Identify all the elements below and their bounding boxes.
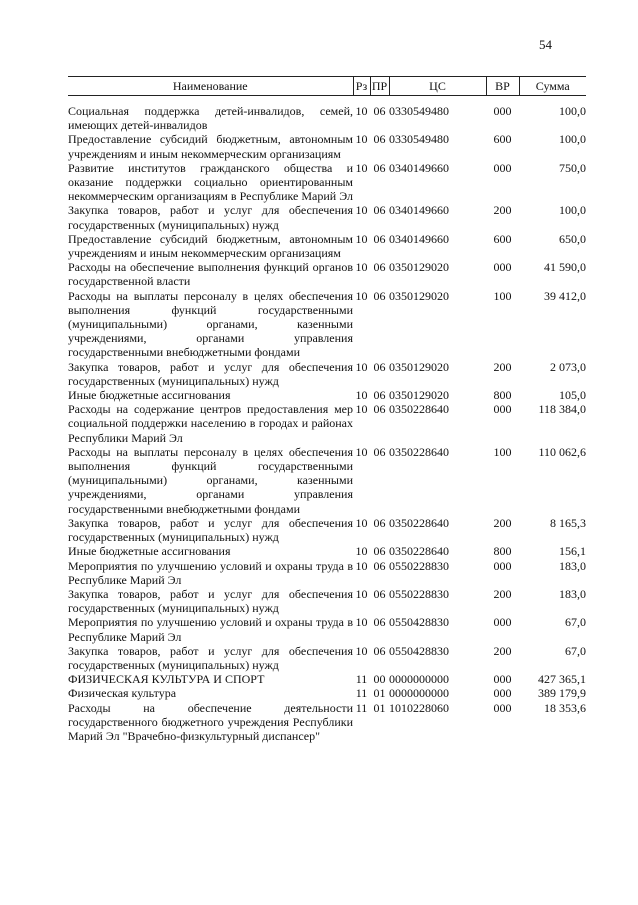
row-vr: 000 [493, 402, 512, 417]
row-sum: 650,0 [559, 231, 586, 246]
row-cs: 0550428830 [389, 643, 449, 658]
row-pr: 06 [373, 288, 386, 303]
table-row [68, 559, 586, 587]
table-row [68, 587, 586, 615]
row-cs: 0340149660 [389, 203, 449, 218]
row-sum: 750,0 [559, 160, 586, 175]
row-rz: 10 [355, 586, 368, 601]
row-rz: 11 [355, 700, 368, 715]
row-vr: 000 [493, 686, 512, 701]
row-cs: 0330549480 [389, 132, 449, 147]
row-rz: 10 [355, 544, 368, 559]
row-rz: 10 [355, 160, 368, 175]
row-pr: 06 [373, 388, 386, 403]
table-row [68, 701, 586, 744]
row-sum: 39 412,0 [544, 288, 586, 303]
table-row [68, 544, 586, 558]
row-vr: 000 [493, 104, 512, 118]
row-pr: 06 [373, 558, 386, 573]
row-cs: 0000000000 [389, 672, 449, 687]
row-vr: 000 [493, 700, 512, 715]
row-sum: 118 384,0 [538, 402, 586, 417]
table-row [68, 289, 586, 360]
row-pr: 06 [373, 615, 386, 630]
row-rz: 10 [355, 231, 368, 246]
row-name: Закупка товаров, работ и услуг для обеспечения государственных (муниципальных) нужд [68, 359, 353, 388]
row-name: Иные бюджетные ассигнования [68, 388, 231, 403]
row-rz: 10 [355, 515, 368, 530]
row-cs: 0340149660 [389, 160, 449, 175]
row-cs: 0350228640 [389, 544, 449, 559]
row-pr: 06 [373, 160, 386, 175]
row-sum: 100,0 [559, 132, 586, 147]
table-row [68, 104, 586, 132]
row-name: Расходы на обеспечение выполнения функций органов государственной власти [68, 260, 353, 289]
row-rz: 10 [355, 104, 368, 118]
row-rz: 10 [355, 203, 368, 218]
row-name: Закупка товаров, работ и услуг для обеспечения государственных (муниципальных) нужд [68, 643, 353, 672]
column-header-cs: ЦС [389, 77, 486, 96]
table-row [68, 445, 586, 516]
table-row [68, 672, 586, 686]
row-pr: 06 [373, 203, 386, 218]
row-vr: 200 [493, 359, 512, 374]
budget-table [68, 76, 586, 743]
row-rz: 10 [355, 444, 368, 459]
row-vr: 200 [493, 203, 512, 218]
row-pr: 01 [373, 700, 386, 715]
row-cs: 0350228640 [389, 444, 449, 459]
row-rz: 10 [355, 288, 368, 303]
row-name: Предоставление субсидий бюджетным, автономным учреждениям и иным некоммерческим организациям [68, 132, 353, 161]
row-cs: 0330549480 [389, 104, 449, 118]
row-vr: 000 [493, 615, 512, 630]
table-row [68, 516, 586, 544]
row-name: Расходы на выплаты персоналу в целях обеспечения выполнения функций государственными (муниципальными) органами, казенными учреждениями, органами управления государственными внебюджетными фондами [68, 288, 353, 360]
row-rz: 10 [355, 260, 368, 275]
row-sum: 100,0 [559, 203, 586, 218]
row-sum: 100,0 [559, 104, 586, 118]
row-name: Развитие институтов гражданского общества и оказание поддержки социально ориентированным некоммерческим организациям в Республике Марий Эл [68, 160, 353, 204]
row-cs: 0550228830 [389, 586, 449, 601]
table-row [68, 203, 586, 231]
row-sum: 67,0 [565, 615, 586, 630]
row-cs: 0340149660 [389, 231, 449, 246]
table-row [68, 402, 586, 445]
row-sum: 105,0 [559, 388, 586, 403]
row-name: Расходы на обеспечение деятельности государственного бюджетного учреждения Республики Марий Эл "Врачебно-физкультурный диспансер" [68, 700, 353, 743]
row-sum: 183,0 [559, 558, 586, 573]
table-row [68, 260, 586, 288]
row-vr: 600 [493, 231, 512, 246]
table-row [68, 644, 586, 672]
row-vr: 100 [493, 444, 512, 459]
row-vr: 800 [493, 544, 512, 559]
row-vr: 600 [493, 132, 512, 147]
row-cs: 0000000000 [389, 686, 449, 701]
row-vr: 200 [493, 643, 512, 658]
row-pr: 06 [373, 586, 386, 601]
row-rz: 10 [355, 388, 368, 403]
row-cs: 0550228830 [389, 558, 449, 573]
table-row [68, 686, 586, 700]
row-vr: 000 [493, 260, 512, 275]
row-rz: 10 [355, 643, 368, 658]
row-sum: 2 073,0 [550, 359, 586, 374]
row-pr: 06 [373, 544, 386, 559]
row-cs: 0350129020 [389, 388, 449, 403]
row-name: ФИЗИЧЕСКАЯ КУЛЬТУРА И СПОРТ [68, 672, 265, 687]
row-vr: 800 [493, 388, 512, 403]
row-name: Иные бюджетные ассигнования [68, 544, 231, 559]
table-header [68, 77, 586, 96]
row-vr: 200 [493, 515, 512, 530]
row-name: Мероприятия по улучшению условий и охраны труда в Республике Марий Эл [68, 558, 353, 587]
row-cs: 1010228060 [389, 700, 449, 715]
table-row [68, 388, 586, 402]
table-row [68, 132, 586, 160]
row-sum: 110 062,6 [538, 444, 586, 459]
column-header-name: Наименование [68, 77, 353, 96]
row-name: Предоставление субсидий бюджетным, автономным учреждениям и иным некоммерческим организациям [68, 231, 353, 261]
row-cs: 0350129020 [389, 288, 449, 303]
row-rz: 11 [355, 672, 368, 687]
column-header-vr: ВР [486, 77, 519, 96]
row-rz: 10 [355, 402, 368, 417]
row-vr: 000 [493, 160, 512, 175]
row-pr: 01 [373, 686, 386, 701]
row-name: Социальная поддержка детей-инвалидов, семей, имеющих детей-инвалидов [68, 104, 353, 133]
row-pr: 06 [373, 260, 386, 275]
table-row [68, 360, 586, 388]
row-name: Закупка товаров, работ и услуг для обеспечения государственных (муниципальных) нужд [68, 586, 353, 616]
row-sum: 41 590,0 [544, 260, 586, 275]
column-header-sum: Сумма [519, 77, 586, 96]
page-number: 54 [539, 37, 552, 52]
row-name: Расходы на выплаты персоналу в целях обеспечения выполнения функций государственными (муниципальными) органами, казенными учреждениями, органами управления государственными внебюджетными фондами [68, 444, 353, 516]
table-row [68, 615, 586, 643]
row-pr: 06 [373, 515, 386, 530]
row-sum: 18 353,6 [544, 700, 586, 715]
row-rz: 10 [355, 132, 368, 147]
column-header-pr: ПР [370, 77, 389, 96]
row-cs: 0350129020 [389, 359, 449, 374]
row-pr: 06 [373, 359, 386, 374]
row-cs: 0350228640 [389, 515, 449, 530]
row-pr: 00 [373, 672, 386, 687]
row-sum: 8 165,3 [550, 515, 586, 530]
row-pr: 06 [373, 104, 386, 118]
row-name: Физическая культура [68, 686, 177, 701]
table-row [68, 161, 586, 204]
column-header-rz: Рз [353, 77, 370, 96]
row-pr: 06 [373, 132, 386, 147]
row-rz: 10 [355, 615, 368, 630]
row-vr: 100 [493, 288, 512, 303]
row-pr: 06 [373, 444, 386, 459]
row-vr: 200 [493, 586, 512, 601]
row-vr: 000 [493, 672, 512, 687]
row-name: Закупка товаров, работ и услуг для обеспечения государственных (муниципальных) нужд [68, 515, 353, 545]
header-spacer [68, 96, 586, 105]
row-cs: 0350228640 [389, 402, 449, 417]
row-pr: 06 [373, 231, 386, 246]
row-name: Расходы на содержание центров предоставления мер социальной поддержки населению в городах и районах Республики Марий Эл [68, 402, 353, 445]
row-rz: 11 [355, 686, 368, 701]
row-sum: 427 365,1 [538, 672, 586, 687]
row-name: Закупка товаров, работ и услуг для обеспечения государственных (муниципальных) нужд [68, 203, 353, 232]
row-sum: 183,0 [559, 586, 586, 601]
row-name: Мероприятия по улучшению условий и охраны труда в Республике Марий Эл [68, 615, 353, 644]
row-cs: 0550428830 [389, 615, 449, 630]
row-pr: 06 [373, 643, 386, 658]
row-rz: 10 [355, 558, 368, 573]
table-row [68, 232, 586, 260]
row-sum: 389 179,9 [538, 686, 586, 701]
row-rz: 10 [355, 359, 368, 374]
row-sum: 156,1 [559, 544, 586, 559]
row-cs: 0350129020 [389, 260, 449, 275]
row-sum: 67,0 [565, 643, 586, 658]
row-pr: 06 [373, 402, 386, 417]
row-vr: 000 [493, 558, 512, 573]
